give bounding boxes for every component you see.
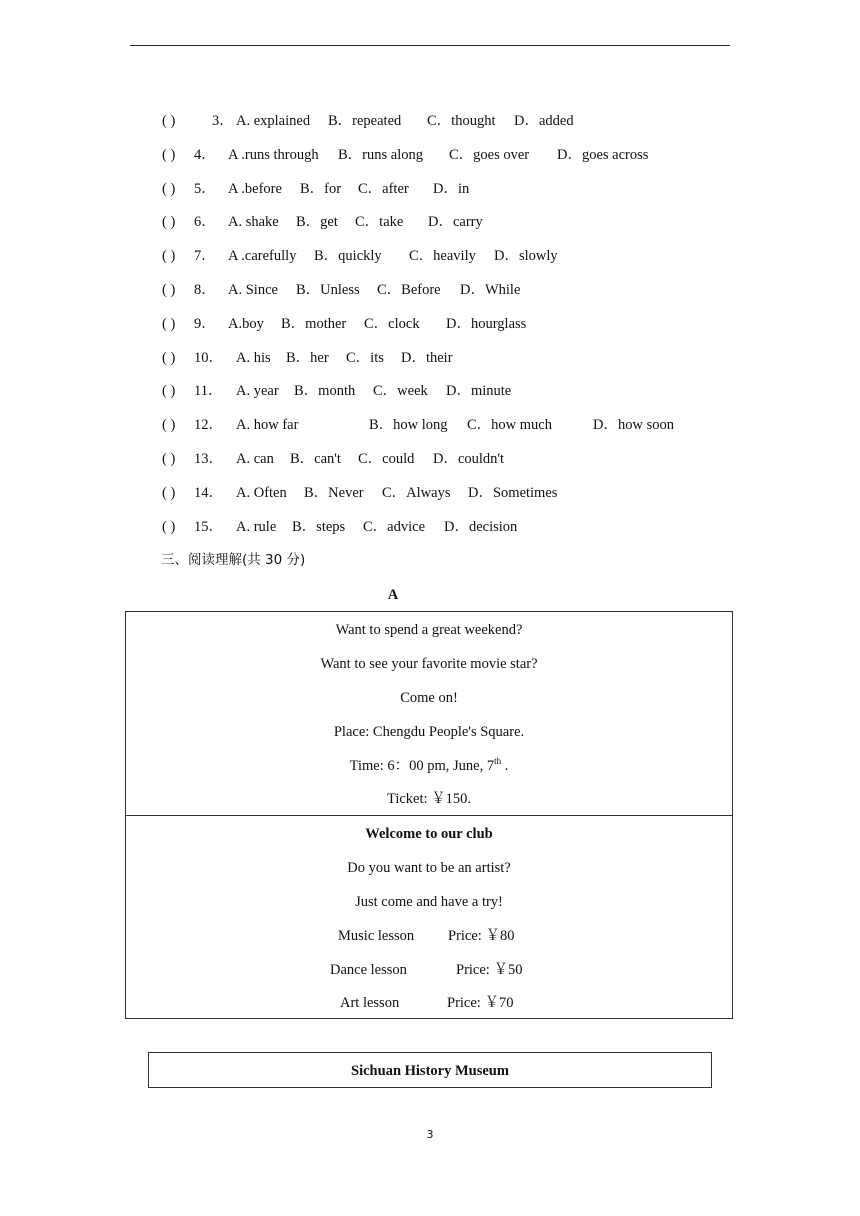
option-a: A. his xyxy=(236,349,271,366)
question-number: 3． xyxy=(212,113,234,129)
answer-blank: ( ) xyxy=(162,450,176,467)
ad-time-text: Time: 6：00 pm, June, 7 xyxy=(349,757,495,774)
lesson-price: Price: ￥50 xyxy=(456,961,523,978)
option-b: B．how long xyxy=(369,417,448,434)
option-c: C．goes over xyxy=(449,146,530,163)
question-number: 4． xyxy=(194,146,216,163)
question-number: 14． xyxy=(194,484,223,501)
option-c: C．heavily xyxy=(409,248,476,265)
option-d: D．in xyxy=(433,180,470,197)
answer-blank: ( ) xyxy=(162,146,176,163)
option-d: D．Sometimes xyxy=(468,484,558,501)
option-d: D．couldn't xyxy=(433,450,505,467)
answer-blank: ( ) xyxy=(162,315,176,332)
option-c: C．could xyxy=(358,450,415,467)
option-a: A. explained xyxy=(236,113,311,129)
lesson-price: Price: ￥80 xyxy=(448,927,515,944)
page-number: 3 xyxy=(426,1128,434,1141)
option-d: D．added xyxy=(514,113,574,129)
option-c: C．thought xyxy=(427,113,496,129)
option-b: B．her xyxy=(286,349,329,366)
ad-line: Want to spend a great weekend? xyxy=(335,622,523,638)
option-a: A. year xyxy=(236,383,279,400)
option-d: D．hourglass xyxy=(446,315,527,332)
ad-line: Want to see your favorite movie star? xyxy=(320,655,538,672)
question-row xyxy=(162,144,782,178)
question-number: 10． xyxy=(194,349,223,366)
option-a: A. can xyxy=(236,450,274,467)
option-a: A. how far xyxy=(236,417,299,434)
option-d: D．carry xyxy=(428,214,483,231)
lesson-price: Price: ￥70 xyxy=(447,995,514,1012)
option-a: A.boy xyxy=(228,315,264,332)
option-b: B．runs along xyxy=(338,146,423,163)
option-d: D．While xyxy=(460,281,521,298)
question-row xyxy=(162,516,782,550)
lesson-row xyxy=(126,919,732,953)
question-number: 11． xyxy=(194,383,223,400)
option-b: B．Never xyxy=(304,484,364,501)
question-row xyxy=(162,178,782,212)
option-b: B．can't xyxy=(290,450,341,467)
question-row xyxy=(162,313,782,347)
option-c: C．week xyxy=(373,383,428,400)
question-number: 15． xyxy=(194,518,223,535)
question-row xyxy=(162,482,782,516)
question-row xyxy=(162,414,782,448)
question-number: 12． xyxy=(194,417,223,434)
option-c: C．clock xyxy=(364,315,420,332)
option-b: B．mother xyxy=(281,315,347,332)
option-c: C．after xyxy=(358,180,409,197)
option-a: A. shake xyxy=(228,214,279,231)
answer-blank: ( ) xyxy=(162,518,176,535)
option-c: C．take xyxy=(355,214,404,231)
option-a: A .before xyxy=(228,180,282,197)
option-c: C．its xyxy=(346,349,384,366)
option-d: D．how soon xyxy=(593,417,674,434)
option-b: B．repeated xyxy=(328,113,402,129)
option-b: B．for xyxy=(300,180,342,197)
option-c: C．how much xyxy=(467,417,552,434)
question-row xyxy=(162,448,782,482)
option-a: A. Often xyxy=(236,484,287,501)
question-number: 8． xyxy=(194,281,216,298)
option-b: B．month xyxy=(294,383,356,400)
museum-title-box: Sichuan History Museum xyxy=(148,1052,712,1088)
answer-blank: ( ) xyxy=(162,484,176,501)
answer-blank: ( ) xyxy=(162,417,176,434)
ad-time-end: . xyxy=(501,757,509,774)
option-c: C．Before xyxy=(377,281,441,298)
ad-line: Come on! xyxy=(400,689,458,706)
option-c: C．advice xyxy=(363,518,426,535)
answer-blank: ( ) xyxy=(162,248,176,265)
option-d: D．goes across xyxy=(557,146,649,163)
club-title: Welcome to our club xyxy=(365,826,493,842)
option-d: D．decision xyxy=(444,518,518,535)
ad-line: Just come and have a try! xyxy=(355,893,503,910)
option-a: A. rule xyxy=(236,518,277,535)
option-d: D．slowly xyxy=(494,248,558,265)
lesson-name: Dance lesson xyxy=(330,961,407,978)
question-row xyxy=(162,279,782,313)
section-title: 三、阅读理解(共 30 分) xyxy=(161,552,306,568)
question-number: 13． xyxy=(194,450,223,467)
option-a: A .runs through xyxy=(228,146,319,163)
question-row xyxy=(162,380,782,414)
option-b: B．steps xyxy=(292,518,346,535)
option-b: B．Unless xyxy=(296,281,360,298)
option-d: D．minute xyxy=(446,383,512,400)
movie-star-ad xyxy=(125,611,733,816)
header-rule xyxy=(130,45,730,46)
lesson-name: Music lesson xyxy=(338,927,415,944)
passage-label: A xyxy=(387,587,399,603)
lesson-row xyxy=(126,986,732,1020)
answer-blank: ( ) xyxy=(162,383,176,400)
answer-blank: ( ) xyxy=(162,349,176,366)
question-row xyxy=(162,245,782,279)
ad-time xyxy=(126,749,732,783)
lesson-row xyxy=(126,953,732,987)
question-number: 9． xyxy=(194,315,216,332)
option-c: C．Always xyxy=(382,484,451,501)
question-row xyxy=(162,110,782,144)
ad-ticket: Ticket: ￥150. xyxy=(386,791,472,808)
question-number: 6． xyxy=(194,214,216,231)
option-b: B．get xyxy=(296,214,338,231)
ad-line: Do you want to be an artist? xyxy=(347,859,511,876)
question-list xyxy=(162,110,782,549)
question-row xyxy=(162,211,782,245)
answer-blank: ( ) xyxy=(162,281,176,298)
lesson-name: Art lesson xyxy=(340,995,400,1012)
ad-time-sup: th xyxy=(494,755,502,766)
option-b: B．quickly xyxy=(314,248,382,265)
question-number: 5． xyxy=(194,180,216,197)
answer-blank: ( ) xyxy=(162,180,176,197)
question-row xyxy=(162,347,782,381)
option-a: A .carefully xyxy=(228,248,297,265)
ad-place: Place: Chengdu People's Square. xyxy=(333,723,525,740)
club-ad xyxy=(125,815,733,1019)
answer-blank: ( ) xyxy=(162,214,176,231)
option-d: D．their xyxy=(401,349,453,366)
option-a: A. Since xyxy=(228,281,278,298)
question-number: 7． xyxy=(194,248,216,265)
answer-blank: ( ) xyxy=(162,113,176,129)
